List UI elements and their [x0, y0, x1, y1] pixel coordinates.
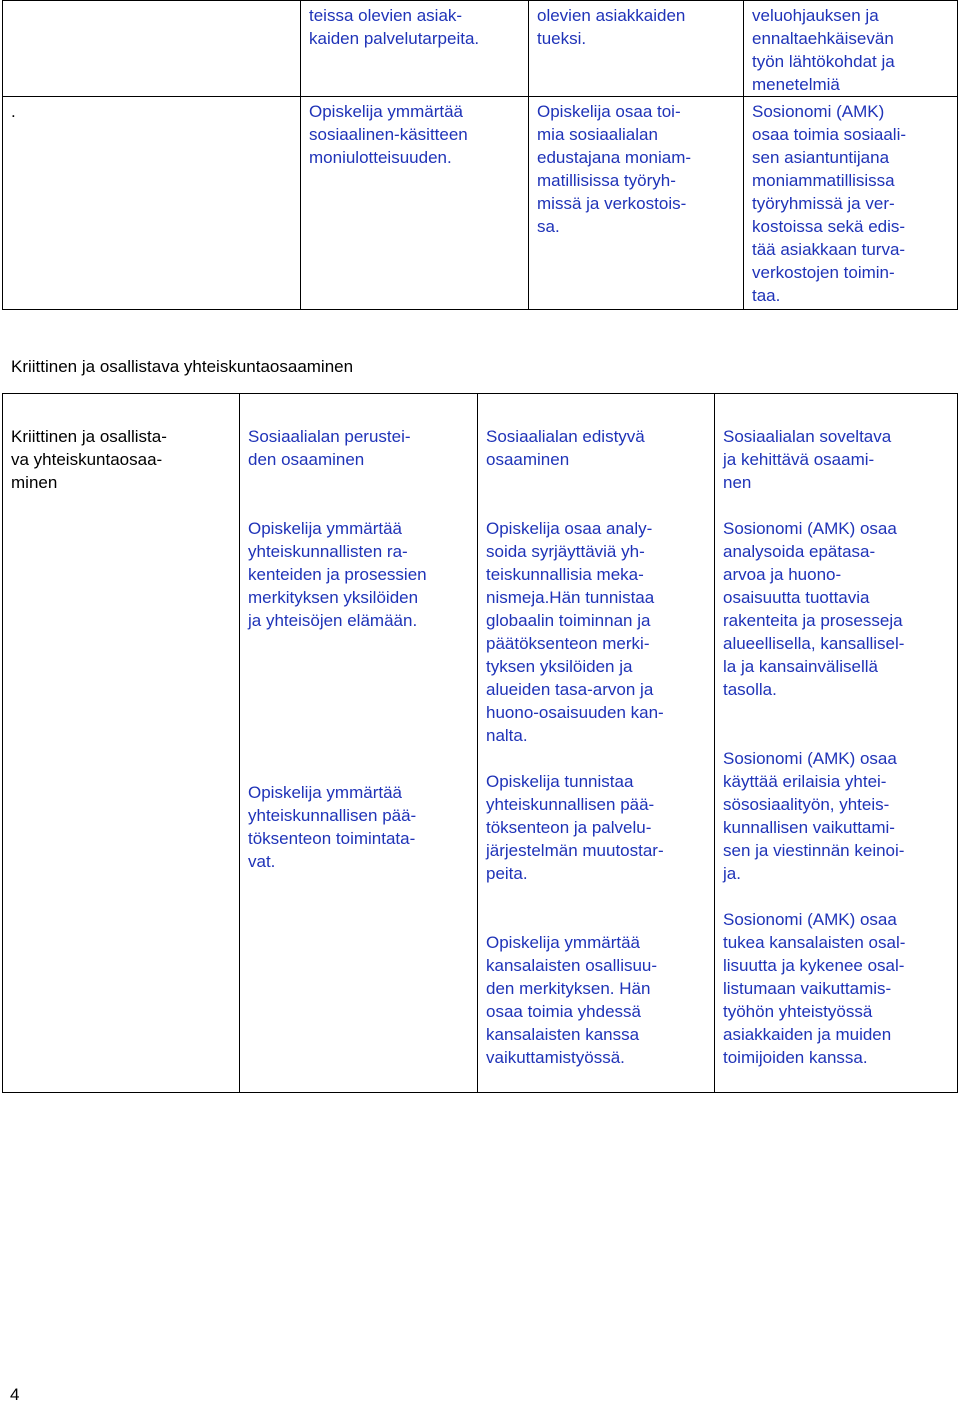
top-row1-col1	[3, 1, 301, 97]
page-number: 4	[10, 1385, 20, 1404]
top-row2-col3	[529, 97, 744, 310]
top-row1-col2	[301, 1, 529, 97]
competence-paragraph: Opiskelija osaa analy- soida syrjäyttäviä yh- teiskunnallisia meka- nismeja.Hän tunnistaa globaalin toiminnan ja päätöksenteon merki- tyksen yksilöiden ja alueiden tasa-arvon ja huono-osaisuuden kan- nalta.	[486, 519, 664, 745]
competence-row	[3, 394, 958, 1093]
basic-competence-cell	[240, 394, 478, 1093]
applied-competence-cell	[715, 394, 958, 1093]
advancing-competence-cell	[478, 394, 715, 1093]
competence-category-cell	[3, 394, 240, 1093]
column-header: Kriittinen ja osallista- va yhteiskuntaosaa- minen	[11, 427, 167, 492]
cell-text: veluohjauksen ja ennaltaehkäisevän työn lähtökohdat ja menetelmiä	[752, 6, 895, 94]
top-row2-col4	[744, 97, 958, 310]
top-table	[2, 0, 958, 310]
top-row1-col3	[529, 1, 744, 97]
competence-paragraph: Sosionomi (AMK) osaa tukea kansalaisten osal- lisuutta ja kykenee osal- listumaan vaikuttamis- työhön yhteistyössä asiakkaiden ja muiden toimijoiden kanssa.	[723, 910, 906, 1067]
cell-text: Opiskelija osaa toi- mia sosiaalialan edustajana moniam- matillisissa työryh- missä ja verkostois- sa.	[537, 102, 692, 236]
cell-text: olevien asiakkaiden tueksi.	[537, 6, 686, 48]
top-table-row	[3, 97, 958, 310]
competence-paragraph: Sosionomi (AMK) osaa analysoida epätasa- arvoa ja huono- osaisuutta tuottavia rakenteita ja prosesseja alueellisella, kansallisel- la ja kansainvälisellä tasolla.	[723, 519, 905, 699]
section-heading: Kriittinen ja osallistava yhteiskuntaosaaminen	[11, 357, 354, 376]
cell-text: teissa olevien asiak- kaiden palvelutarpeita.	[309, 6, 480, 48]
competence-paragraph: Opiskelija ymmärtää yhteiskunnallisen pää- töksenteon toimintata- vat.	[248, 783, 417, 871]
competence-paragraph: Opiskelija ymmärtää yhteiskunnallisten ra- kenteiden ja prosessien merkityksen yksilöiden ja yhteisöjen elämään.	[248, 519, 427, 630]
column-header: Sosiaalialan soveltava ja kehittävä osaami- nen	[723, 427, 892, 492]
top-row2-col2	[301, 97, 529, 310]
competence-paragraph: Sosionomi (AMK) osaa käyttää erilaisia yhtei- sösosiaalityön, yhteis- kunnallisen vaikuttami- sen ja viestinnän keinoi- ja.	[723, 749, 905, 883]
competence-paragraph: Opiskelija ymmärtää kansalaisten osallisuu- den merkityksen. Hän osaa toimia yhdessä kansalaisten kanssa vaikuttamistyössä.	[486, 933, 658, 1067]
top-row1-col4	[744, 1, 958, 97]
cell-text: Sosionomi (AMK) osaa toimia sosiaali- sen asiantuntijana moniammatillisissa työryhmissä ja ver- kostoissa sekä edis- tää asiakkaan turva- verkostojen toimin- taa.	[752, 102, 907, 305]
top-row2-col1	[3, 97, 301, 310]
cell-text: Opiskelija ymmärtää sosiaalinen-käsitteen moniulotteisuuden.	[309, 102, 468, 167]
column-header: Sosiaalialan edistyvä osaaminen	[486, 427, 645, 469]
competence-paragraph: Opiskelija tunnistaa yhteiskunnallisen pää- töksenteon ja palvelu- järjestelmän muutostar- peita.	[486, 772, 664, 883]
cell-text: .	[11, 102, 16, 121]
column-header: Sosiaalialan perustei- den osaaminen	[248, 427, 411, 469]
competence-table	[2, 393, 958, 1093]
top-table-row	[3, 1, 958, 97]
